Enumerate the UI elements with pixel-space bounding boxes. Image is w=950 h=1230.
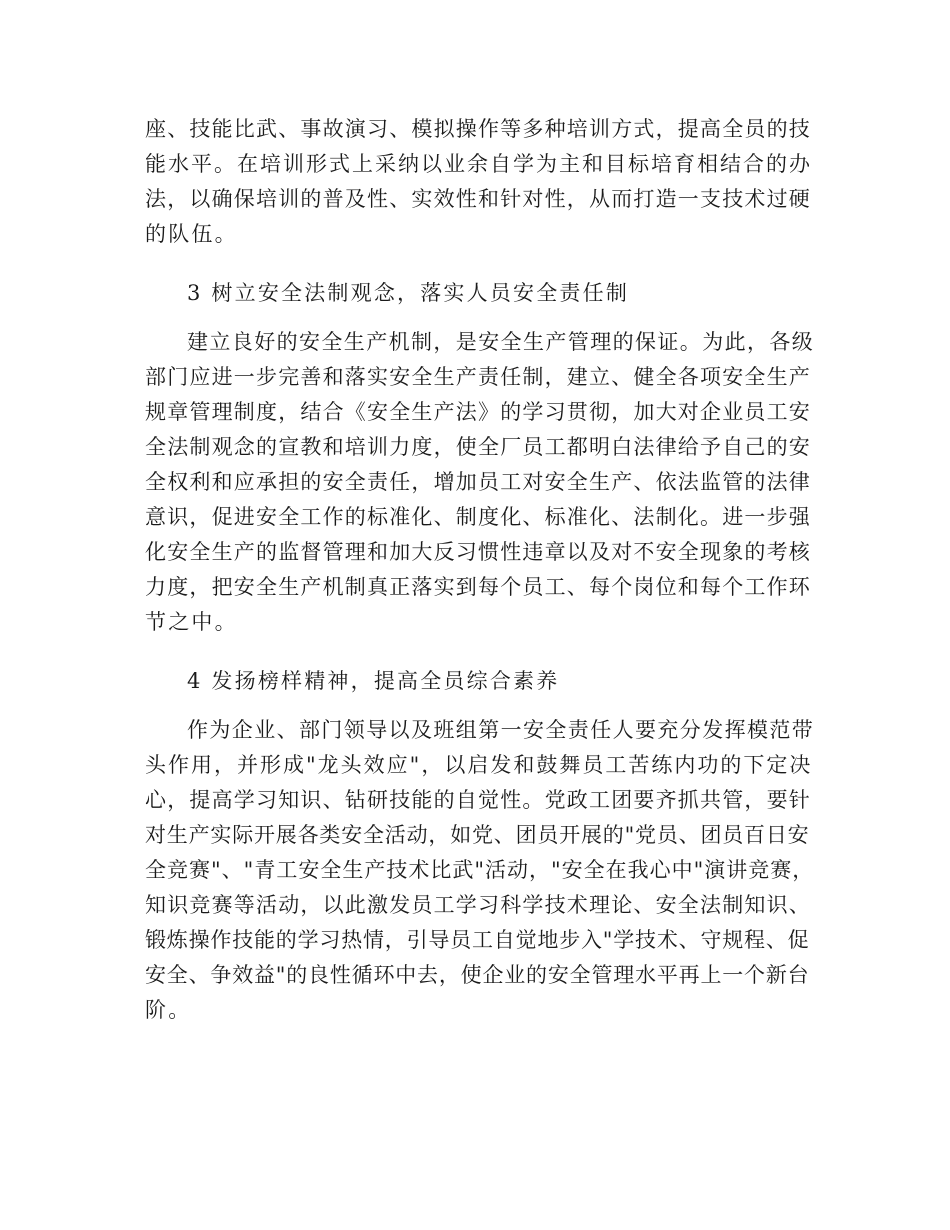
paragraph-line: 对生产实际开展各类安全活动，如党、团员开展的"党员、团员百日安	[145, 823, 810, 847]
paragraph-line: 心，提高学习知识、钻研技能的自觉性。党政工团要齐抓共管，要针	[145, 788, 811, 812]
paragraph-line: 建立良好的安全生产机制，是安全生产管理的保证。为此，各级	[187, 330, 815, 354]
paragraph-line: 节之中。	[145, 610, 238, 634]
paragraph-line: 阶。	[145, 998, 192, 1022]
paragraph-line: 能水平。在培训形式上采纳以业余自学为主和目标培育相结合的办	[145, 152, 812, 176]
paragraph-line: 部门应进一步完善和落实安全生产责任制，建立、健全各项安全生产	[145, 365, 811, 389]
paragraph-line: 知识竞赛等活动，以此激发员工学习科学技术理论、安全法制知识、	[145, 893, 811, 917]
section-heading-4: 4 发扬榜样精神，提高全员综合素养	[187, 669, 560, 693]
section-heading-3: 3 树立安全法制观念，落实人员安全责任制	[187, 281, 630, 305]
paragraph-line: 全法制观念的宣教和培训力度，使全厂员工都明白法律给予自己的安	[145, 435, 811, 459]
paragraph-line: 意识，促进安全工作的标准化、制度化、标准化、法制化。进一步强	[145, 505, 811, 529]
paragraph-line: 头作用，并形成"龙头效应"，以启发和鼓舞员工苦练内功的下定决	[145, 753, 813, 777]
paragraph-line: 法，以确保培训的普及性、实效性和针对性，从而打造一支技术过硬	[145, 187, 811, 211]
paragraph-line: 安全、争效益"的良性循环中去，使企业的安全管理水平再上一个新台	[145, 963, 810, 987]
paragraph-line: 锻炼操作技能的学习热情，引导员工自觉地步入"学技术、守规程、促	[145, 928, 810, 952]
paragraph-line: 全竞赛"、"青工安全生产技术比武"活动，"安全在我心中"演讲竞赛，	[145, 858, 815, 882]
paragraph-line: 化安全生产的监督管理和加大反习惯性违章以及对不安全现象的考核	[145, 540, 811, 564]
paragraph-line: 座、技能比武、事故演习、模拟操作等多种培训方式，提高全员的技	[145, 117, 811, 141]
paragraph-line: 全权利和应承担的安全责任，增加员工对安全生产、依法监管的法律	[145, 470, 811, 494]
paragraph-line: 作为企业、部门领导以及班组第一安全责任人要充分发挥模范带	[187, 718, 815, 742]
paragraph-line: 规章管理制度，结合《安全生产法》的学习贯彻，加大对企业员工安	[145, 400, 811, 424]
paragraph-line: 的队伍。	[145, 222, 238, 246]
paragraph-line: 力度，把安全生产机制真正落实到每个员工、每个岗位和每个工作环	[145, 575, 811, 599]
